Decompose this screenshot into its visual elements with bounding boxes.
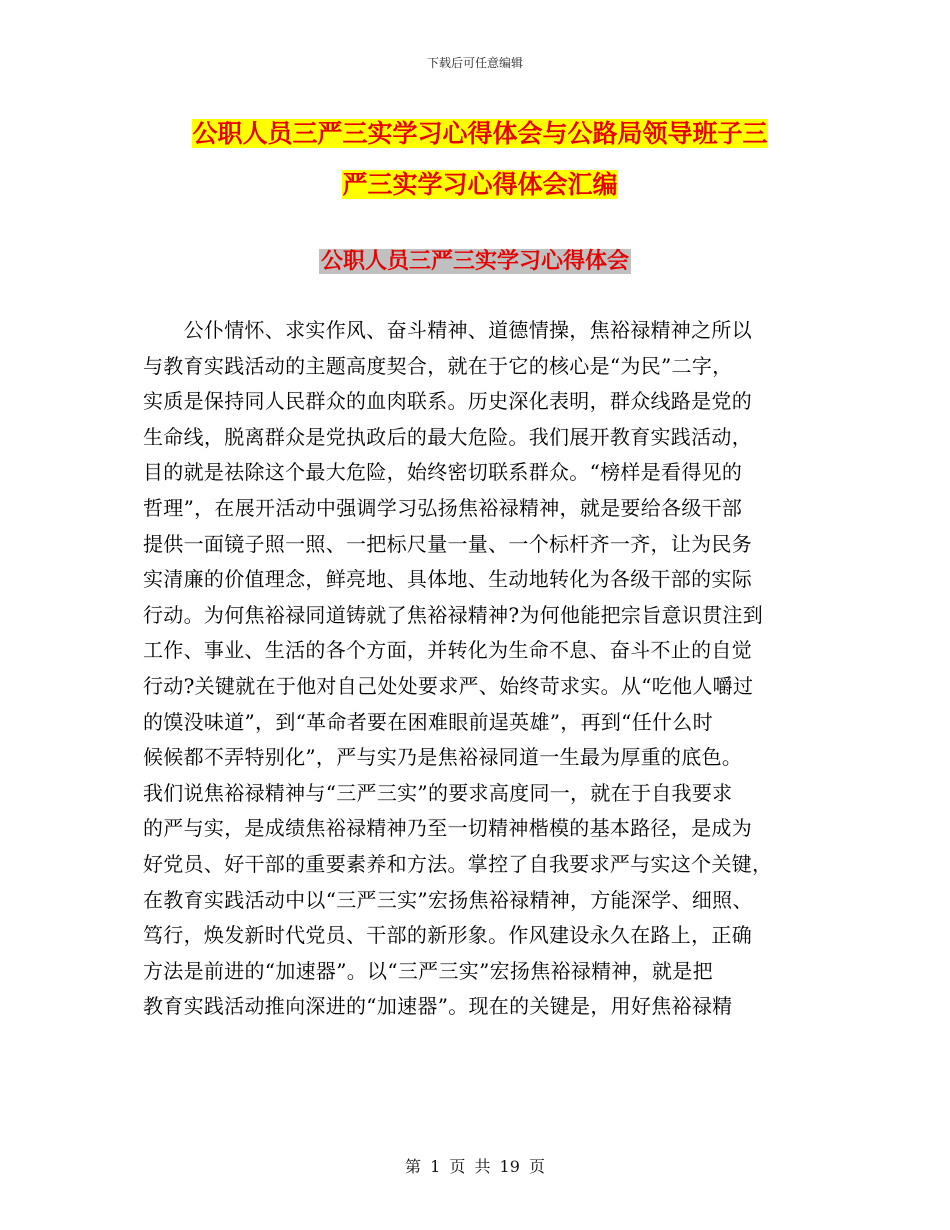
document-title-line-2: 严三实学习心得体会汇编 bbox=[342, 170, 618, 199]
body-line: 实质是保持同人民群众的血肉联系。历史深化表明，群众线路是党的 bbox=[143, 389, 752, 414]
section-title-text: 公职人员三严三实学习心得体会 bbox=[320, 249, 629, 274]
body-line: 我们说焦裕禄精神与“三严三实”的要求高度同一，就在于自我要求 bbox=[143, 780, 733, 805]
body-line: 候候都不弄特别化”，严与实乃是焦裕禄同道一生最为厚重的底色。 bbox=[143, 745, 743, 770]
body-line: 好党员、好干部的重要素养和方法。掌控了自我要求严与实这个关键， bbox=[143, 851, 773, 876]
section-title bbox=[0, 244, 950, 280]
body-line: 哲理”，在展开活动中强调学习弘扬焦裕禄精神，就是要给各级干部 bbox=[143, 495, 743, 520]
document-title-line-1: 公职人员三严三实学习心得体会与公路局领导班子三 bbox=[192, 119, 768, 148]
body-line: 笃行，焕发新时代党员、干部的新形象。作风建设永久在路上，正确 bbox=[143, 923, 752, 948]
body-line: 教育实践活动推向深进的“加速器”。现在的关键是，用好焦裕禄精 bbox=[143, 994, 733, 1019]
body-line: 工作、事业、生活的各个方面，并转化为生命不息、奋斗不止的自觉 bbox=[143, 638, 752, 663]
body-line: 与教育实践活动的主题高度契合，就在于它的核心是“为民”二字， bbox=[143, 353, 733, 378]
body-line: 目的就是祛除这个最大危险，始终密切联系群众。“榜样是看得见的 bbox=[143, 460, 743, 485]
document-title bbox=[150, 108, 810, 210]
page-footer: 第 1 页 共 19 页 bbox=[405, 1157, 545, 1176]
body-line: 行动?关键就在于他对自己处处要求严、始终苛求实。从“吃他人嚼过 bbox=[143, 673, 754, 698]
body-line: 的严与实，是成绩焦裕禄精神乃至一切精神楷模的基本路径，是成为 bbox=[143, 816, 752, 841]
body-line: 提供一面镜子照一照、一把标尺量一量、一个标杆齐一齐，让为民务 bbox=[143, 531, 752, 556]
body-line: 在教育实践活动中以“三严三实”宏扬焦裕禄精神，方能深学、细照、 bbox=[143, 887, 753, 912]
body-line: 方法是前进的“加速器”。以“三严三实”宏扬焦裕禄精神，就是把 bbox=[143, 958, 713, 983]
body-line: 实清廉的价值理念，鲜亮地、具体地、生动地转化为各级干部的实际 bbox=[143, 567, 752, 592]
body-line: 行动。为何焦裕禄同道铸就了焦裕禄精神?为何他能把宗旨意识贯注到 bbox=[143, 602, 764, 627]
header-note: 下载后可任意编辑 bbox=[426, 56, 523, 70]
body-line: 公仆情怀、求实作风、奋斗精神、道德情操，焦裕禄精神之所以 bbox=[143, 318, 752, 342]
body-line: 的馍没味道”，到“革命者要在困难眼前逞英雄”，再到“任什么时 bbox=[143, 709, 713, 734]
body-paragraph bbox=[143, 313, 807, 1025]
body-line: 生命线，脱离群众是党执政后的最大危险。我们展开教育实践活动， bbox=[143, 424, 752, 449]
